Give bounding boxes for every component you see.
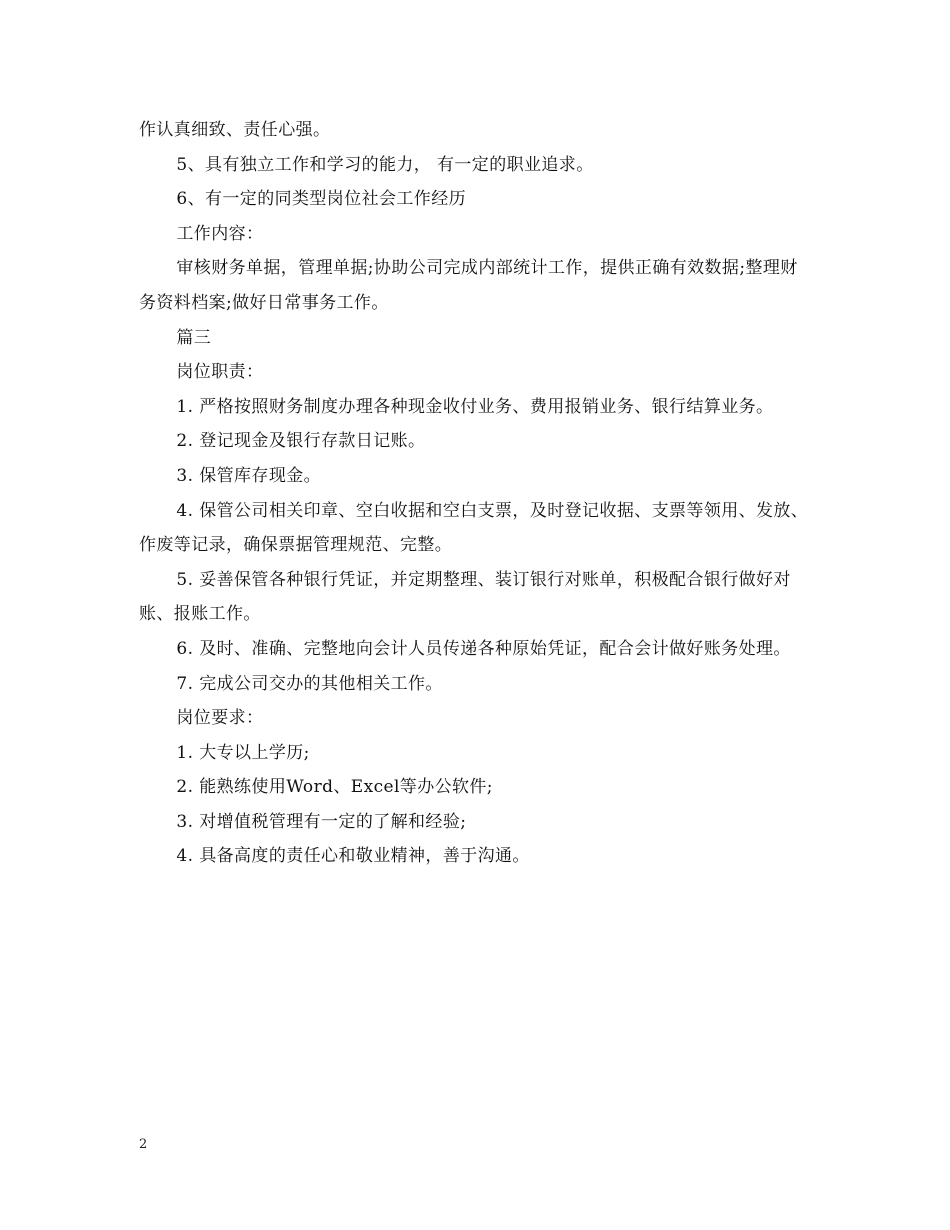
duty-item-2: 2. 登记现金及银行存款日记账。 xyxy=(176,431,426,452)
paragraph-requirement-5: 5、具有独立工作和学习的能力， 有一定的职业追求。 xyxy=(176,154,594,175)
duty-item-4: 4. 保管公司相关印章、空白收据和空白支票，及时登记收据、支票等领用、发放、作废等记录，确保票据管理规范、完整。 xyxy=(139,500,809,556)
requirement-item-2: 2. 能熟练使用Word、Excel等办公软件; xyxy=(176,777,493,798)
duty-item-6: 6. 及时、准确、完整地向会计人员传递各种原始凭证，配合会计做好账务处理。 xyxy=(176,638,791,659)
heading-work-content: 工作内容： xyxy=(176,223,264,244)
paragraph-requirement-6: 6、有一定的同类型岗位社会工作经历 xyxy=(176,189,467,210)
heading-job-requirements: 岗位要求： xyxy=(176,708,264,729)
duty-item-3: 3. 保管库存现金。 xyxy=(176,465,322,486)
document-body xyxy=(139,113,814,874)
paragraph-work-content: 审核财务单据，管理单据;协助公司完成内部统计工作，提供正确有效数据;整理财务资料档案;做好日常事务工作。 xyxy=(139,258,798,313)
paragraph-continuation: 作认真细致、责任心强。 xyxy=(139,120,331,140)
duty-item-5: 5. 妥善保管各种银行凭证，并定期整理、装订银行对账单，积极配合银行做好对账、报账工作。 xyxy=(139,569,791,625)
duty-item-1: 1. 严格按照财务制度办理各种现金收付业务、费用报销业务、银行结算业务。 xyxy=(176,396,774,417)
requirement-item-1: 1. 大专以上学历; xyxy=(176,742,310,763)
section-title-part-three: 篇三 xyxy=(176,327,212,348)
requirement-item-4: 4. 具备高度的责任心和敬业精神，善于沟通。 xyxy=(176,846,530,867)
duty-item-7: 7. 完成公司交办的其他相关工作。 xyxy=(176,673,443,694)
requirement-item-3: 3. 对增值税管理有一定的了解和经验; xyxy=(176,811,467,832)
page-number: 2 xyxy=(139,1137,148,1152)
heading-job-duties: 岗位职责： xyxy=(176,362,264,383)
